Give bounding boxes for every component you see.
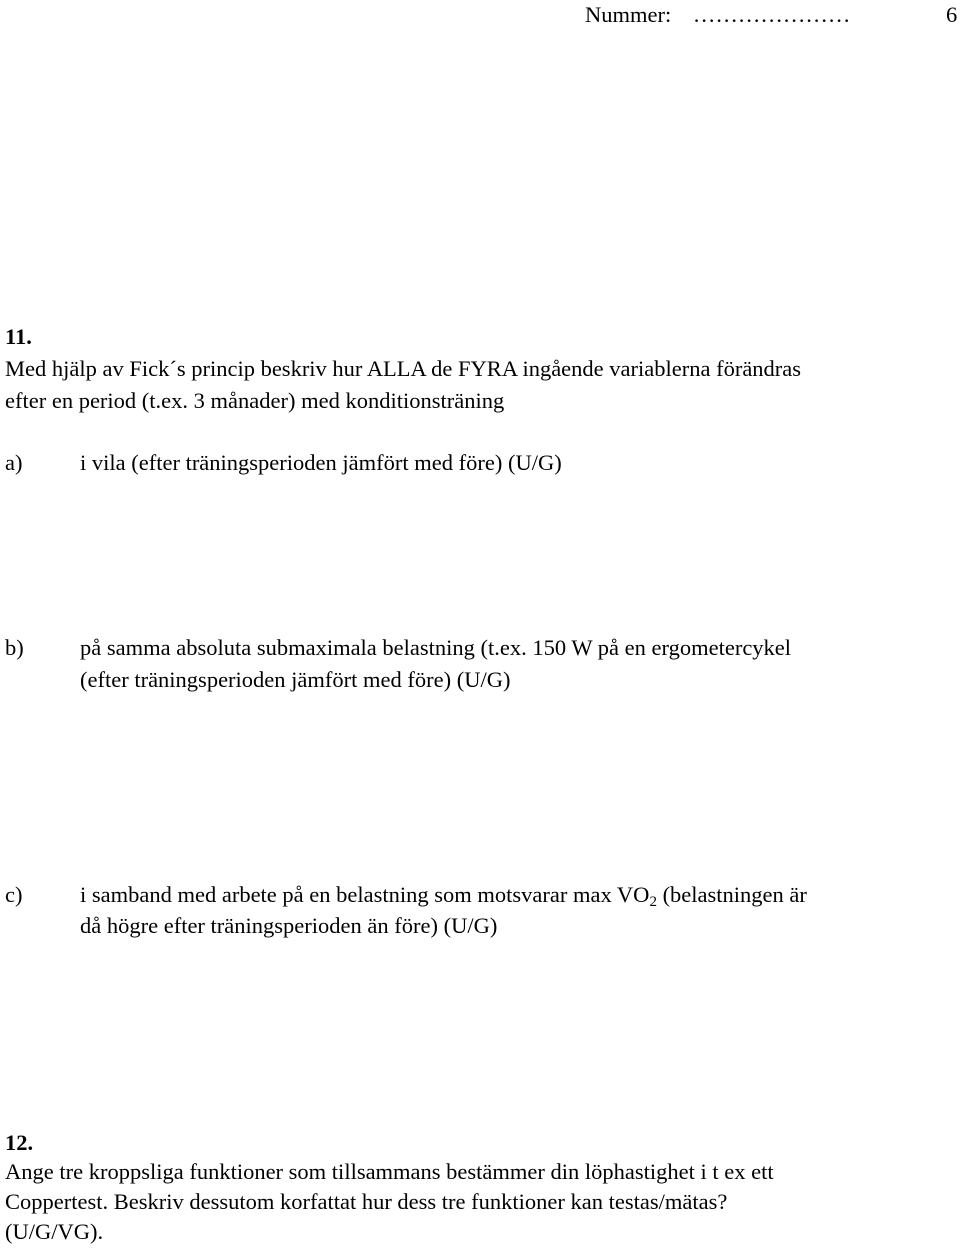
question-12-text-line-3: (U/G/VG).	[5, 1219, 104, 1244]
subquestion-b-text-line-1: på samma absoluta submaximala belastning (t.ex. 150 W på en ergometercykel	[80, 635, 792, 660]
question-12-text-line-2: Coppertest. Beskriv dessutom korfattat hur dess tre funktioner kan testas/mätas?	[5, 1189, 728, 1214]
vo2-subscript: 2	[649, 894, 657, 910]
subquestion-c-text-line-2: då högre efter träningsperioden än före) (U/G)	[80, 913, 498, 938]
subquestion-b-label: b)	[5, 635, 24, 660]
number-label: Nummer:	[585, 2, 672, 27]
question-11-number: 11.	[5, 324, 32, 349]
page-number: 6	[946, 2, 958, 27]
question-11-text-line-1: Med hjälp av Fick´s princip beskriv hur ALLA de FYRA ingående variablerna förändras	[5, 356, 802, 381]
subquestion-c-text-line-1	[80, 880, 807, 910]
number-field	[585, 0, 850, 30]
number-dots: …………………	[692, 2, 851, 27]
question-11-text-line-2: efter en period (t.ex. 3 månader) med konditionsträning	[5, 388, 505, 413]
subquestion-a-label: a)	[5, 450, 23, 475]
subquestion-c-text-start: i samband med arbete på en belastning som motsvarar max VO	[80, 882, 650, 907]
subquestion-c-label: c)	[5, 882, 23, 907]
question-12-number: 12.	[5, 1130, 34, 1155]
subquestion-b-text-line-2: (efter träningsperioden jämfört med före) (U/G)	[80, 667, 511, 692]
question-12-text-line-1: Ange tre kroppsliga funktioner som tillsammans bestämmer din löphastighet i t ex ett	[5, 1159, 774, 1184]
subquestion-a-text: i vila (efter träningsperioden jämfört med före) (U/G)	[80, 450, 562, 475]
subquestion-c-text-end: (belastningen är	[656, 882, 807, 907]
